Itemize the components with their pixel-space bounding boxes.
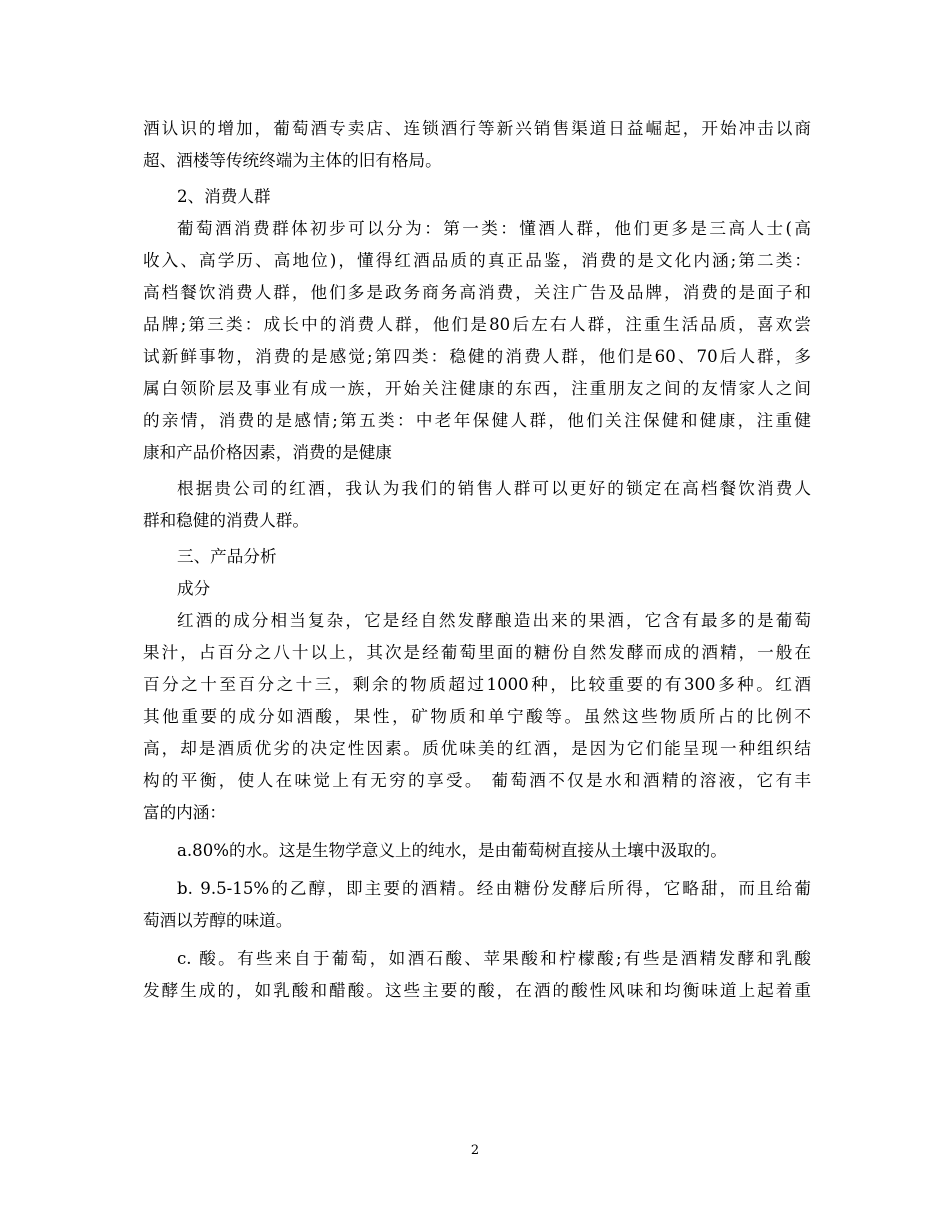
- text-line: 果汁，占百分之八十以上，其次是经葡萄里面的糖份自然发酵而成的酒精，一般在: [143, 643, 811, 662]
- text-line: 红酒的成分相当复杂，它是经自然发酵酿造出来的果酒，它含有最多的是葡萄: [177, 611, 811, 630]
- text-line: 群和稳健的消费人群。: [143, 511, 309, 530]
- text-line: 发酵生成的，如乳酸和醋酸。这些主要的酸，在酒的酸性风味和均衡味道上起着重: [143, 981, 811, 1000]
- body-text: [143, 113, 811, 1007]
- text-line: 的亲情，消费的是感情;第五类：中老年保健人群，他们关注保健和健康，注重健: [143, 411, 811, 430]
- text-line: 其他重要的成分如酒酸，果性，矿物质和单宁酸等。虽然这些物质所占的比例不: [143, 707, 811, 726]
- text-line: 构的平衡，使人在味觉上有无穷的享受。 葡萄酒不仅是水和酒精的溶液，它有丰: [143, 771, 811, 790]
- text-line: b. 9.5-15%的乙醇，即主要的酒精。经由糖份发酵后所得，它略甜，而且给葡: [177, 879, 811, 898]
- text-line: 高档餐饮消费人群，他们多是政务商务高消费，关注广告及品牌，消费的是面子和: [143, 283, 811, 302]
- text-line: c. 酸。有些来自于葡萄，如酒石酸、苹果酸和柠檬酸;有些是酒精发酵和乳酸: [177, 949, 811, 968]
- page-number: 2: [470, 1143, 480, 1158]
- text-line: 高，却是酒质优劣的决定性因素。质优味美的红酒，是因为它们能呈现一种组织结: [143, 739, 811, 758]
- text-line: 三、产品分析: [177, 547, 277, 566]
- text-line: 康和产品价格因素，消费的是健康: [143, 443, 392, 462]
- text-line: 品牌;第三类：成长中的消费人群，他们是80后左右人群，注重生活品质，喜欢尝: [143, 315, 811, 334]
- text-line: 收入、高学历、高地位)，懂得红酒品质的真正品鉴，消费的是文化内涵;第二类：: [143, 251, 811, 270]
- text-line: 属白领阶层及事业有成一族，开始关注健康的东西，注重朋友之间的友情家人之间: [143, 379, 811, 398]
- text-line: 百分之十至百分之十三，剩余的物质超过1000种，比较重要的有300多种。红酒: [143, 675, 811, 694]
- text-line: 2、消费人群: [177, 187, 271, 206]
- text-line: 成分: [177, 579, 211, 598]
- text-line: 萄酒以芳醇的味道。: [143, 911, 293, 930]
- text-line: 富的内涵：: [143, 803, 226, 822]
- text-line: 根据贵公司的红酒，我认为我们的销售人群可以更好的锁定在高档餐饮消费人: [177, 479, 811, 498]
- text-line: 葡萄酒消费群体初步可以分为：第一类：懂酒人群，他们更多是三高人士(高: [177, 219, 811, 238]
- text-line: 超、酒楼等传统终端为主体的旧有格局。: [143, 151, 442, 170]
- text-line: 试新鲜事物，消费的是感觉;第四类：稳健的消费人群，他们是60、70后人群，多: [143, 347, 811, 366]
- text-line: a.80%的水。这是生物学意义上的纯水，是由葡萄树直接从土壤中汲取的。: [177, 841, 727, 860]
- text-line: 酒认识的增加，葡萄酒专卖店、连锁酒行等新兴销售渠道日益崛起，开始冲击以商: [143, 119, 811, 138]
